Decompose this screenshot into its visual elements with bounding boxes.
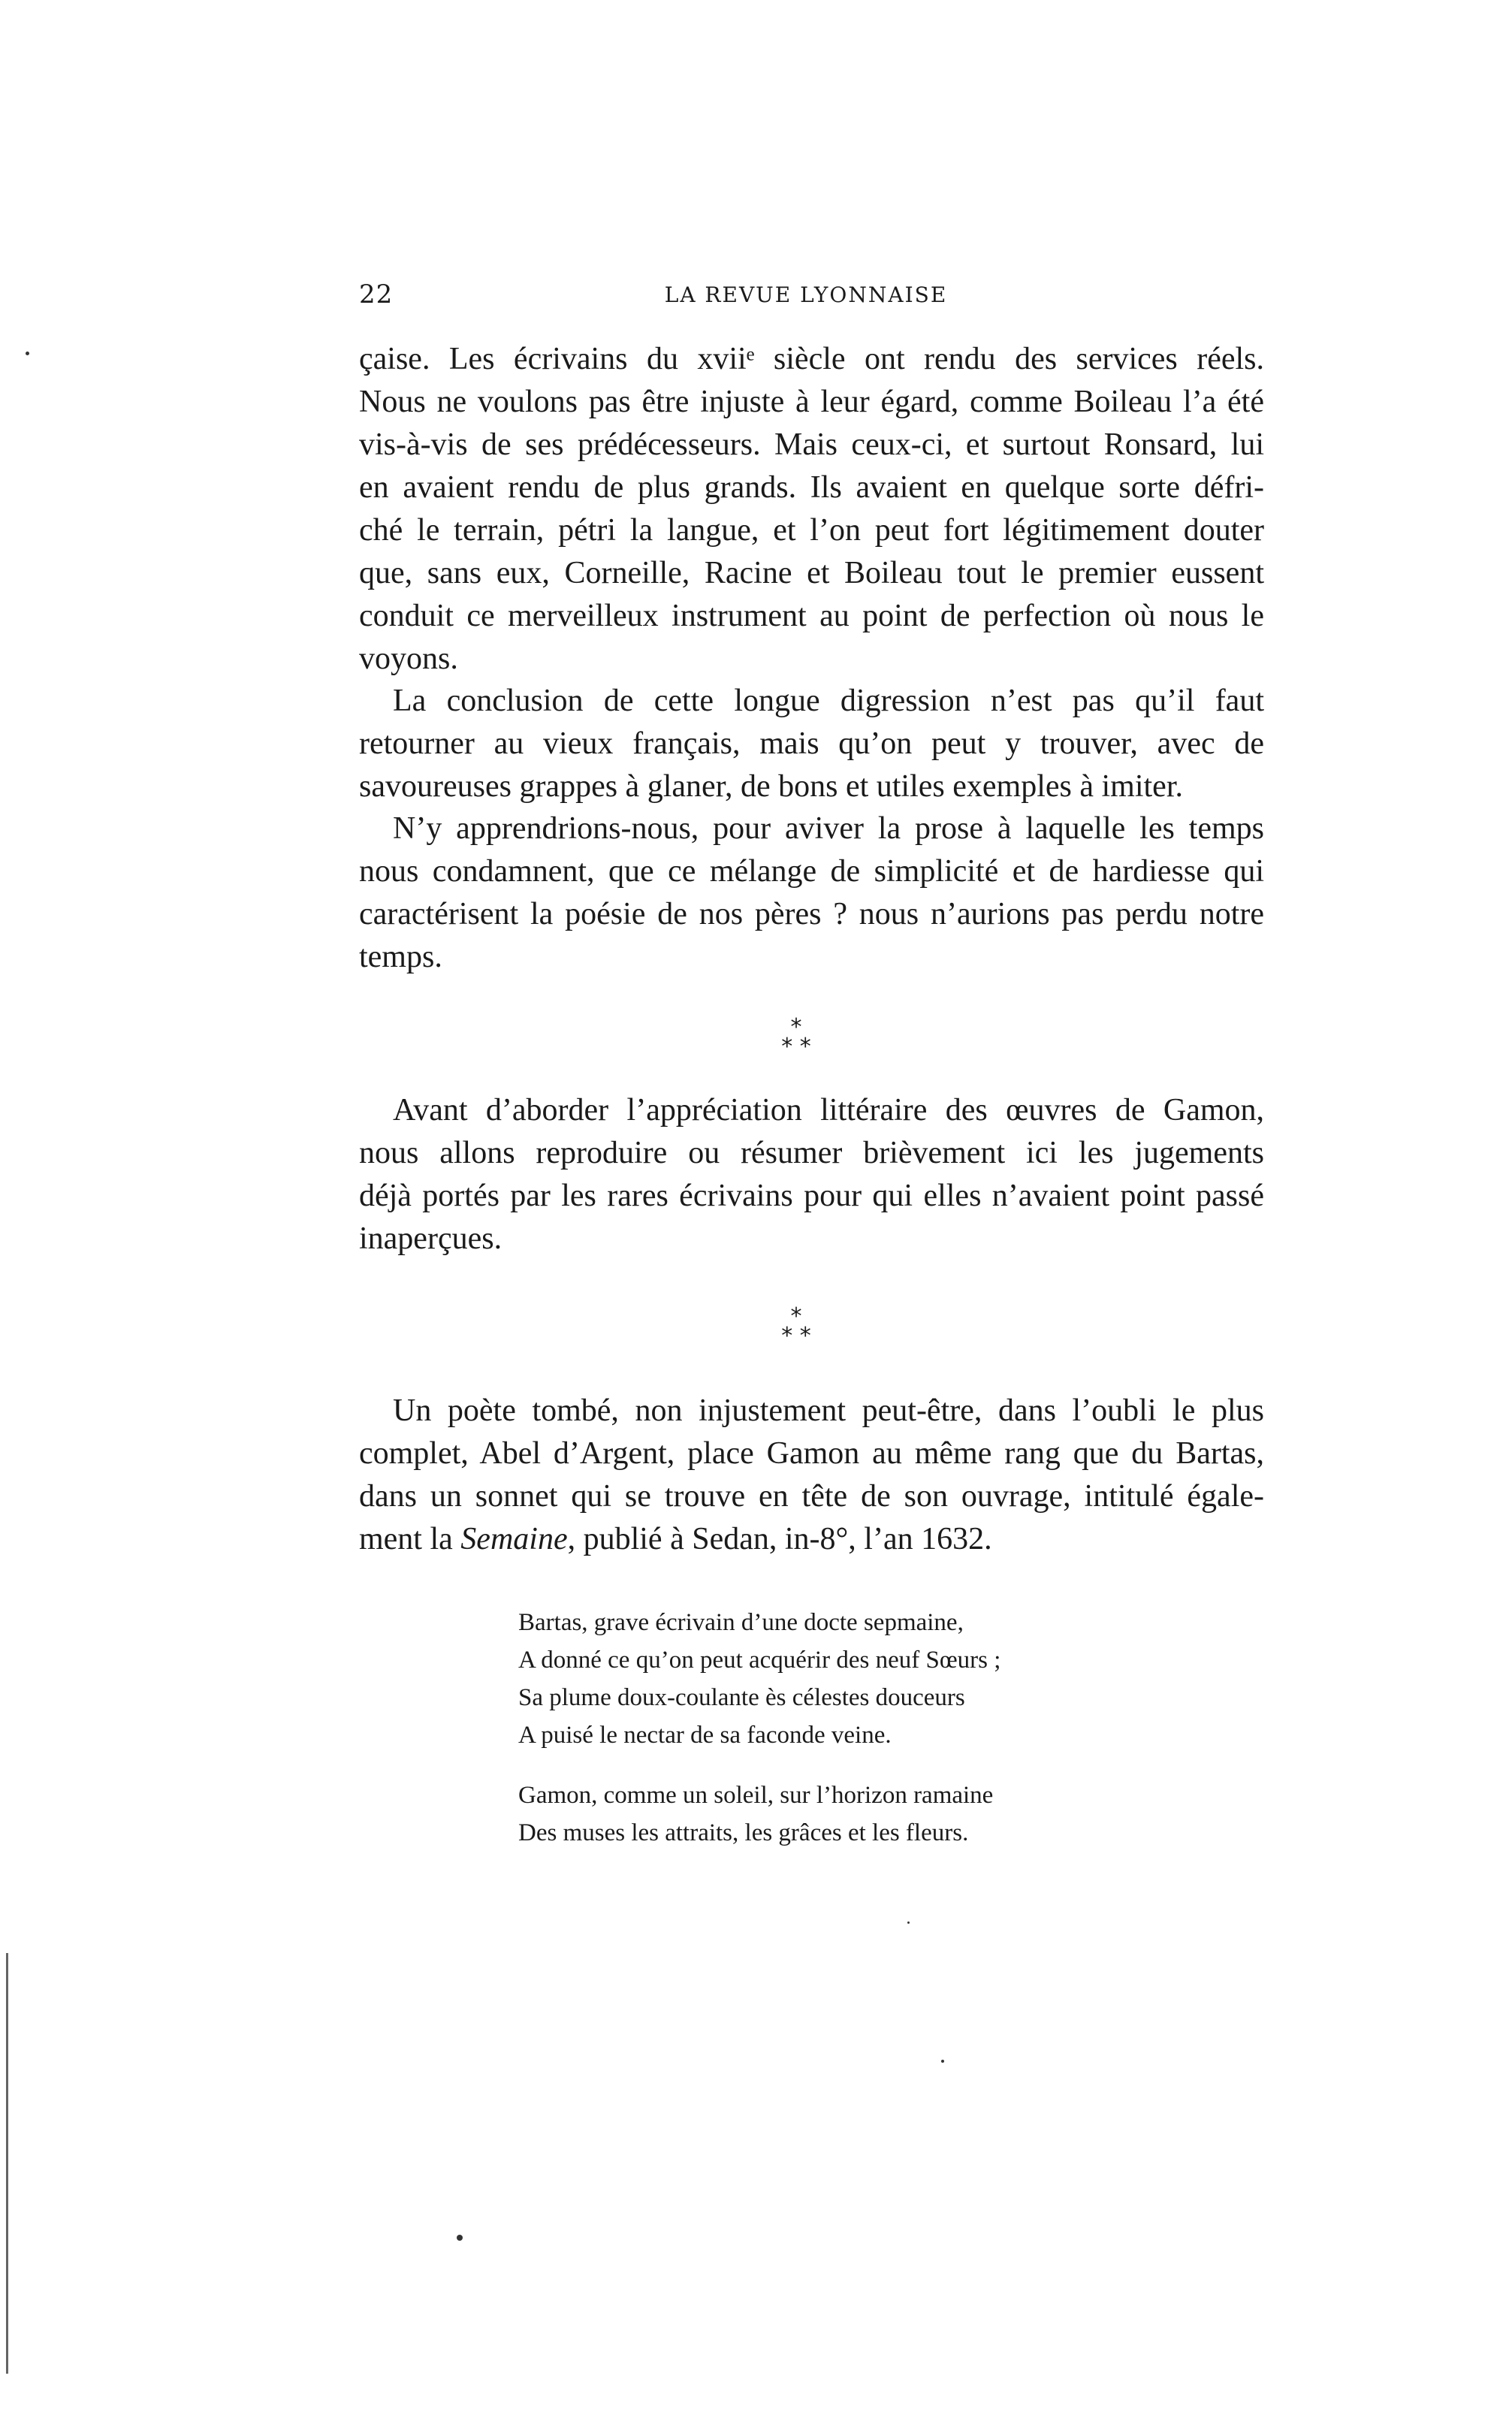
text-line: savoureuses grappes à glaner, de bons et utiles exemples à imiter. — [359, 769, 1183, 804]
text-line: voyons. — [359, 641, 458, 676]
verse-line: A puisé le nectar de sa faconde veine. — [518, 1722, 892, 1749]
paragraph-2 — [359, 680, 1264, 808]
asterism-top: * — [790, 1303, 802, 1330]
text-line: Avant d’aborder l’appréciation littéraire des œuvres de Gamon, — [393, 1093, 1264, 1128]
text-line: complet, Abel d’Argent, place Gamon au même rang que du Bartas, — [359, 1436, 1264, 1471]
paragraph-4 — [359, 1089, 1264, 1260]
work-title: Semaine — [460, 1522, 568, 1556]
text-line: Un poète tombé, non injustement peut-être, dans l’oubli le plus — [393, 1393, 1264, 1428]
paragraph-1 — [359, 338, 1264, 681]
asterism-bottom: * * — [781, 1034, 811, 1060]
text-line: nous condamnent, que ce mélange de simplicité et de hardiesse qui — [359, 854, 1264, 889]
running-title: LA REVUE LYONNAISE — [664, 282, 948, 307]
verse-line: Des muses les attraits, les grâces et les fleurs. — [518, 1819, 969, 1846]
verse-line: Gamon, comme un soleil, sur l’horizon ramaine — [518, 1782, 994, 1809]
text-line — [359, 1518, 1264, 1561]
text-line: dans un sonnet qui se trouve en tête de son ouvrage, intitulé égale- — [359, 1479, 1264, 1514]
text-line: çaise. Les écrivains du xviiᵉ siècle ont rendu des services réels. — [359, 342, 1264, 376]
text-line: temps. — [359, 940, 442, 974]
text-line: ché le terrain, pétri la langue, et l’on peut fort légitimement douter — [359, 513, 1264, 548]
text-fragment: ment la — [359, 1522, 461, 1556]
verse-line: Bartas, grave écrivain d’une docte sepmaine, — [518, 1609, 964, 1636]
verse-stanza — [518, 1604, 1089, 1754]
text-line: déjà portés par les rares écrivains pour qui elles n’avaient point passé — [359, 1179, 1264, 1213]
page-number: 22 — [359, 279, 394, 309]
text-line: conduit ce merveilleux instrument au point de perfection où nous le — [359, 599, 1264, 633]
text-line: inaperçues. — [359, 1221, 502, 1256]
text-line: caractérisent la poésie de nos pères ? nous n’aurions pas perdu notre — [359, 897, 1264, 931]
scan-speck — [941, 2060, 944, 2063]
text-line: N’y apprendrions-nous, pour aviver la prose à laquelle les temps — [393, 811, 1264, 846]
paragraph-3 — [359, 808, 1264, 979]
paragraph-5 — [359, 1390, 1264, 1561]
running-head — [359, 279, 1253, 317]
verse-stanza — [518, 1777, 1089, 1852]
asterism — [751, 1014, 841, 1060]
text-line: retourner au vieux français, mais qu’on peut y trouver, avec de — [359, 726, 1264, 761]
scan-speck — [907, 1921, 910, 1924]
verse-line: Sa plume doux-coulante ès célestes douceurs — [518, 1684, 965, 1711]
text-line: vis-à-vis de ses prédécesseurs. Mais ceux-ci, et surtout Ronsard, lui — [359, 427, 1264, 462]
text-line: nous allons reproduire ou résumer brièvement ici les jugements — [359, 1136, 1264, 1170]
text-line: La conclusion de cette longue digression n’est pas qu’il faut — [393, 684, 1264, 718]
asterism-bottom: * * — [781, 1323, 811, 1349]
scan-speck — [26, 352, 29, 355]
scan-speck — [457, 2235, 463, 2241]
text-line: que, sans eux, Corneille, Racine et Boileau tout le premier eussent — [359, 556, 1264, 590]
text-line: Nous ne voulons pas être injuste à leur égard, comme Boileau l’a été — [359, 385, 1264, 419]
text-fragment: , publié à Sedan, in-8°, l’an 1632. — [567, 1522, 992, 1556]
scan-edge — [6, 1953, 8, 2374]
verse-line: A donné ce qu’on peut acquérir des neuf Sœurs ; — [518, 1647, 1001, 1674]
text-line: en avaient rendu de plus grands. Ils avaient en quelque sorte défri- — [359, 470, 1264, 505]
asterism-top: * — [790, 1014, 802, 1040]
asterism — [751, 1303, 841, 1349]
verse-quotation — [518, 1604, 1089, 1874]
